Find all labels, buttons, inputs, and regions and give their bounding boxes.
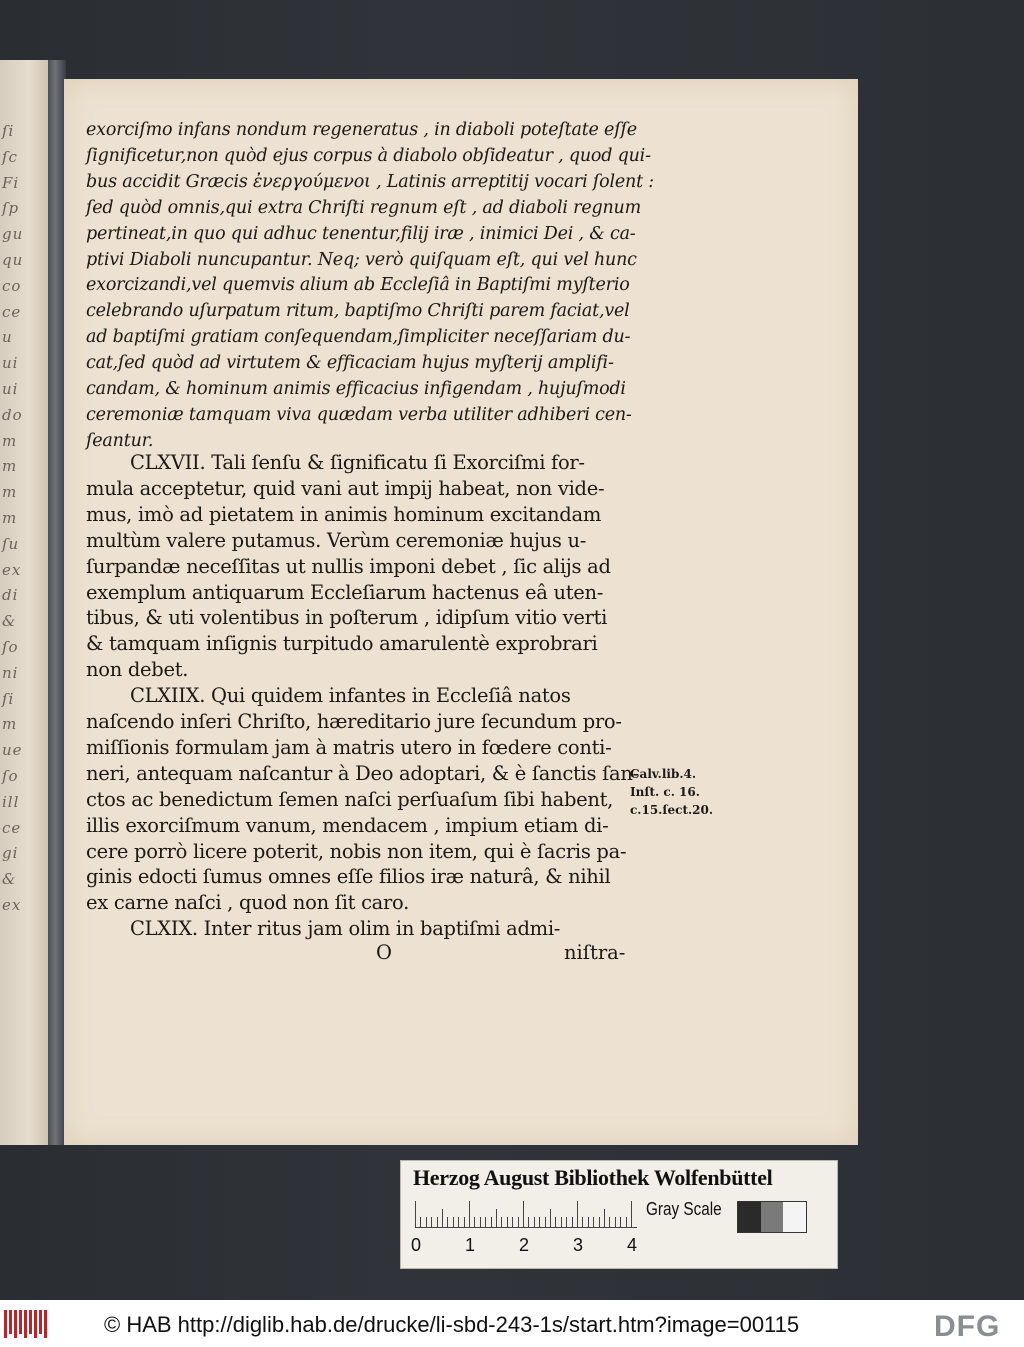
text-line: CLXIIX. Qui quidem infantes in Eccleſiâ natos <box>130 684 571 708</box>
previous-page-fragment: qu <box>2 251 24 269</box>
ruler-tick <box>474 1217 475 1227</box>
hab-logo-bar <box>24 1310 27 1338</box>
text-line: pertineat,in quo qui adhuc tenentur,filij iræ , inimici Dei , & ca- <box>86 223 636 244</box>
ruler-tick <box>528 1217 529 1227</box>
hab-logo-bar <box>19 1310 22 1334</box>
text-line: cat,ſed quòd ad virtutem & efficaciam hujus myſterij amplifi- <box>86 353 614 374</box>
ruler-tick <box>437 1217 438 1227</box>
previous-page-fragment: ſi <box>2 122 15 140</box>
gray-swatch <box>761 1202 784 1232</box>
footer-bar <box>0 1300 1024 1347</box>
previous-page-fragment: m <box>2 483 18 502</box>
ruler-tick <box>620 1217 621 1227</box>
text-line: mus, imò ad pietatem in animis hominum excitandam <box>86 502 602 526</box>
ruler-tick <box>426 1217 427 1227</box>
previous-page-fragment: ſo <box>2 767 19 785</box>
text-line: tibus, & uti volentibus in poſterum , idipſum vitio verti <box>86 606 608 630</box>
text-line: illis exorciſmum vanum, mendacem , impium etiam di- <box>86 813 609 837</box>
text-line: ſignificetur,non quòd ejus corpus à diabolo obſideatur , quod qui- <box>86 145 651 166</box>
color-scale-card <box>400 1160 838 1269</box>
previous-page-fragment: u <box>2 328 13 347</box>
ruler-tick <box>501 1217 502 1227</box>
ruler-tick <box>572 1217 573 1227</box>
ruler-tick <box>447 1217 448 1227</box>
previous-page-fragment: ſu <box>2 534 20 553</box>
previous-page-fragment: & <box>2 870 17 889</box>
text-line: candam, & hominum animis efficacius infigendam , hujuſmodi <box>86 379 626 399</box>
previous-page-fragment: di <box>2 586 19 605</box>
hab-logo-bar <box>39 1310 42 1334</box>
ruler-tick <box>491 1217 492 1227</box>
text-line: & tamquam inſignis turpitudo amarulentè exprobrari <box>86 632 598 656</box>
ruler-tick <box>485 1217 486 1227</box>
ruler-tick <box>507 1217 508 1227</box>
text-line: neri, antequam naſcantur à Deo adoptari, & è ſanctis ſan- <box>86 761 639 785</box>
ruler-tick <box>566 1217 567 1227</box>
ruler-tick <box>545 1217 546 1227</box>
ruler-tick <box>615 1217 616 1227</box>
previous-page-fragment: ui <box>2 380 19 398</box>
text-line: cere porrò licere poterit, nobis non item, qui è ſacris pa- <box>86 839 627 863</box>
hab-logo-icon <box>4 1310 48 1338</box>
gray-scale-bar <box>737 1201 807 1233</box>
text-line: miſſionis formulam jam à matris utero in fœdere conti- <box>86 735 612 759</box>
previous-page-fragment: m <box>2 457 18 476</box>
previous-page-fragment: & <box>2 612 17 631</box>
ruler-tick <box>415 1201 416 1227</box>
text-line: ctos ac benedictum ſemen naſci perſuaſum ſibi habent, <box>86 787 614 811</box>
ruler-tick <box>550 1209 551 1227</box>
hab-logo-bar <box>4 1310 7 1338</box>
ruler-tick <box>442 1209 443 1227</box>
ruler-tick <box>464 1217 465 1227</box>
ruler-tick <box>539 1217 540 1227</box>
ruler-tick <box>453 1217 454 1227</box>
gray-swatch <box>738 1202 761 1232</box>
ruler-tick <box>512 1217 513 1227</box>
previous-page-fragment: ſc <box>2 147 18 166</box>
gray-scale-label: Gray Scale <box>646 1199 722 1219</box>
previous-page-edge <box>0 60 50 1145</box>
dfg-logo: DFG <box>934 1310 1001 1343</box>
ruler-tick <box>518 1217 519 1227</box>
text-line: ceremoniæ tamquam viva quædam verba utiliter adhiberi cen- <box>86 404 632 425</box>
margin-note-line: Inſt. c. 16. <box>630 785 700 799</box>
ruler-number: 0 <box>411 1235 422 1255</box>
previous-page-fragment: m <box>2 509 18 527</box>
previous-page-fragment: ſo <box>2 638 19 656</box>
ruler-tick <box>561 1217 562 1227</box>
margin-note-line: Calv.lib.4. <box>630 767 697 781</box>
ruler-tick <box>631 1201 632 1227</box>
text-line: multùm valere putamus. Verùm ceremoniæ hujus u- <box>86 528 587 552</box>
previous-page-fragment: gi <box>2 844 19 863</box>
previous-page-fragment: ex <box>2 896 22 914</box>
previous-page-fragment: do <box>2 405 23 424</box>
previous-page-fragment: ce <box>2 818 22 837</box>
text-line: exemplum antiquarum Eccleſiarum hactenus eâ uten- <box>86 580 604 604</box>
ruler-tick <box>626 1217 627 1227</box>
signature-mark: O <box>376 941 392 964</box>
book-page <box>64 79 858 1145</box>
text-line: CLXVII. Tali ſenſu & ſignificatu ſi Exorciſmi for- <box>130 451 585 474</box>
hab-logo-bar <box>34 1310 37 1338</box>
previous-page-fragment: ſp <box>2 199 20 218</box>
ruler-tick <box>480 1217 481 1227</box>
previous-page-fragment: co <box>2 276 22 295</box>
text-line: celebrando uſurpatum ritum, baptiſmo Chriſti parem faciat,vel <box>86 301 630 322</box>
ruler-tick <box>604 1209 605 1227</box>
ruler-tick <box>577 1201 578 1227</box>
ruler-tick <box>496 1209 497 1227</box>
ruler-tick <box>599 1217 600 1227</box>
previous-page-fragment: m <box>2 715 18 734</box>
text-line: mula acceptetur, quid vani aut impij habeat, non vide- <box>86 476 605 500</box>
text-line: ptivi Diaboli nuncupantur. Neq; verò quiſquam eſt, qui vel hunc <box>86 249 637 270</box>
ruler-tick <box>609 1217 610 1227</box>
previous-page-fragment: m <box>2 431 18 450</box>
ruler-tick <box>534 1217 535 1227</box>
ruler-tick <box>582 1217 583 1227</box>
text-line: ſed quòd omnis,qui extra Chriſti regnum eſt , ad diaboli regnum <box>86 197 642 218</box>
text-line: ex carne naſci , quod non ſit caro. <box>86 891 410 915</box>
hab-logo-bar <box>29 1310 32 1334</box>
ruler-tick <box>431 1217 432 1227</box>
previous-page-fragment: ue <box>2 741 23 760</box>
ruler-tick <box>420 1217 421 1227</box>
previous-page-fragment: ex <box>2 560 22 579</box>
ruler-number: 3 <box>573 1235 584 1255</box>
text-line: non debet. <box>86 658 189 682</box>
text-line: ad baptiſmi gratiam conſequendam,ſimpliciter neceſſariam du- <box>86 327 631 348</box>
ruler <box>415 1201 637 1228</box>
text-line: exorcizandi,vel quemvis alium ab Eccleſiâ in Baptiſmi myſterio <box>86 275 630 296</box>
previous-page-fragment: Fi <box>2 173 20 192</box>
ruler-tick <box>469 1201 470 1227</box>
ruler-number: 4 <box>627 1235 638 1255</box>
footer-citation: © HAB http://diglib.hab.de/drucke/li-sbd-243-1s/start.htm?image=00115 <box>104 1312 800 1337</box>
ruler-tick <box>555 1217 556 1227</box>
hab-logo-bar <box>14 1310 17 1338</box>
previous-page-fragment: ſi <box>2 689 15 708</box>
text-line: CLXIX. Inter ritus jam olim in baptiſmi admi- <box>130 917 561 941</box>
gray-swatch <box>783 1202 806 1232</box>
text-line: ſurpandæ neceſſitas ut nullis imponi debet , ſic alijs ad <box>86 554 611 578</box>
hab-logo-bar <box>9 1310 12 1334</box>
scale-card-title: Herzog August Bibliothek Wolfenbüttel <box>413 1165 773 1190</box>
text-line: ſeantur. <box>86 430 154 451</box>
previous-page-fragment: ill <box>2 792 20 811</box>
ruler-tick <box>523 1201 524 1227</box>
margin-note-line: c.15.ſect.20. <box>630 803 714 817</box>
previous-page-fragment: gu <box>2 225 24 244</box>
previous-page-fragment: ce <box>2 302 22 321</box>
catchword: niſtra- <box>564 941 626 964</box>
ruler-number: 1 <box>465 1235 476 1255</box>
text-line: bus accidit Græcis ἐνεργούμενοι , Latinis arreptitij vocari ſolent : <box>86 171 654 192</box>
hab-logo-bar <box>44 1310 47 1338</box>
text-line: ginis edocti ſumus omnes eſſe filios iræ naturâ, & nihil <box>86 865 611 889</box>
previous-page-fragment: ui <box>2 354 19 373</box>
ruler-number: 2 <box>519 1235 530 1255</box>
ruler-tick <box>588 1217 589 1227</box>
text-line: exorciſmo infans nondum regeneratus , in diaboli poteſtate eſſe <box>86 120 637 140</box>
ruler-tick <box>458 1217 459 1227</box>
ruler-tick <box>593 1217 594 1227</box>
text-line: naſcendo inſeri Chriſto, hæreditario jure ſecundum pro- <box>86 710 622 733</box>
previous-page-fragment: ni <box>2 663 19 682</box>
